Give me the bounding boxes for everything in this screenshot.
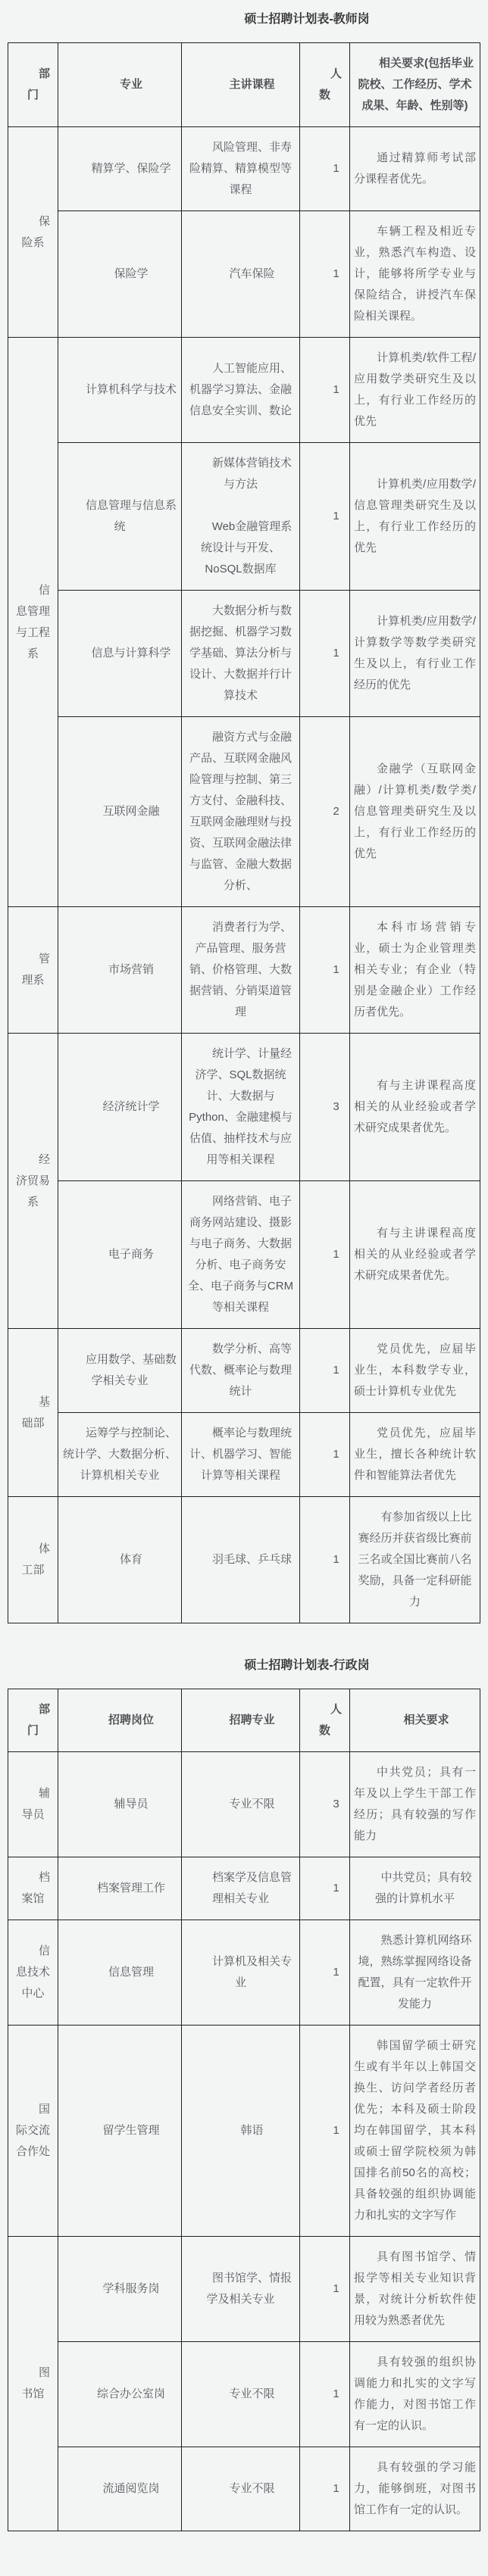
table-row (8, 127, 480, 211)
cell-text: 计算机类/应用数学/计算数学等数学类研究生及以上，有行业工作经历的优先 (354, 615, 476, 691)
cell-text: 本科市场营销专业，硕士为企业管理类相关专业；有企业（特别是金融企业）工作经历者优先。 (354, 921, 476, 1018)
table-row (8, 2342, 480, 2447)
cell-text: 3 (333, 1100, 339, 1113)
requirement-cell (350, 338, 480, 443)
table-row (8, 1497, 480, 1623)
header-count: 人数 (300, 1689, 350, 1752)
cell-text: 2 (333, 805, 339, 818)
count-cell (300, 127, 350, 211)
count-cell (300, 1857, 350, 1920)
department-cell (8, 1329, 58, 1497)
cell-text: 市场营销 (108, 963, 154, 976)
courses-cell (182, 338, 300, 443)
cell-text: 档案学及信息管理相关专业 (211, 1871, 292, 1905)
table-row (8, 591, 480, 717)
count-cell (300, 1034, 350, 1181)
major-cell (182, 1752, 300, 1857)
cell-text: 韩国留学硕士研究生或有半年以上韩国交换生、访问学者经历者优先；本科及硕士阶段均在韩国留学，其本科或硕士留学院校须为韩国排名前50名的高校；具备较强的组织协调能力和扎实的文字写作 (354, 2039, 476, 2222)
cell-text: 风险管理、非寿险精算、精算模型等课程 (189, 141, 292, 196)
major-cell (58, 1497, 182, 1623)
table-row (8, 2447, 480, 2531)
teacher-table (8, 42, 480, 1623)
cell-text: 概率论与数理统计、机器学习、智能计算等相关课程 (189, 1427, 292, 1482)
requirement-cell (350, 1857, 480, 1920)
table-row (8, 1413, 480, 1497)
cell-text: 1 (333, 1966, 339, 1979)
courses-cell (182, 1497, 300, 1623)
position-cell (58, 1752, 182, 1857)
requirement-cell (350, 1181, 480, 1329)
department-cell (8, 127, 58, 338)
major-cell (182, 2447, 300, 2531)
cell-text: 1 (333, 1882, 339, 1895)
position-cell (58, 2342, 182, 2447)
cell-text: 信息与计算科学 (91, 647, 171, 660)
table-row (8, 443, 480, 591)
cell-text: 数学分析、高等代数、概率论与数理统计 (189, 1343, 292, 1398)
cell-text: 运筹学与控制论、统计学、大数据分析、计算机相关专业 (62, 1427, 177, 1482)
requirement-cell (350, 1920, 480, 2026)
table-row (8, 1181, 480, 1329)
major-cell (182, 2237, 300, 2342)
count-cell (300, 2237, 350, 2342)
courses-cell (182, 1329, 300, 1413)
header-major: 招聘专业 (182, 1689, 300, 1752)
cell-text: 计算机及相关专业 (211, 1955, 292, 1989)
department-cell (8, 1857, 58, 1920)
requirement-cell (350, 1413, 480, 1497)
header-requirements: 相关要求 (350, 1689, 480, 1752)
cell-text: 国际交流合作处 (15, 2103, 50, 2158)
cell-text: 专业不限 (229, 2387, 275, 2400)
table-row (8, 1329, 480, 1413)
requirement-cell (350, 211, 480, 338)
cell-text: 新媒体营销技术与方法 (211, 457, 292, 491)
table-row (8, 907, 480, 1034)
cell-text: 1 (333, 1553, 339, 1566)
requirement-cell (350, 1329, 480, 1413)
department-cell (8, 2237, 58, 2531)
requirement-cell (350, 2342, 480, 2447)
major-cell (58, 591, 182, 717)
cell-text: 综合办公室岗 (96, 2387, 165, 2400)
cell-text: 1 (333, 2387, 339, 2400)
major-cell (58, 443, 182, 591)
admin-table-section (8, 1655, 488, 2531)
cell-text: 中共党员；具有一年及以上学生干部工作经历；具有较强的写作能力 (354, 1766, 476, 1842)
major-cell (58, 211, 182, 338)
cell-text: 体育 (119, 1553, 142, 1566)
major-cell (58, 1413, 182, 1497)
cell-text: 1 (333, 383, 339, 396)
department-cell (8, 338, 58, 907)
cell-text: 具有图书馆学、情报学等相关专业知识背景，对统计分析软件使用较为熟悉者优先 (354, 2250, 476, 2327)
cell-text: 保险系 (21, 214, 50, 249)
cell-text: 信息管理与工程系 (15, 583, 50, 660)
table-row (8, 1752, 480, 1857)
cell-text: 计算机类/应用数学/信息管理类研究生及以上，有行业工作经历的优先 (354, 478, 476, 554)
courses-cell (182, 1413, 300, 1497)
cell-text: 档案管理工作 (96, 1882, 165, 1895)
count-cell (300, 1413, 350, 1497)
courses-cell (182, 591, 300, 717)
major-cell (58, 338, 182, 443)
count-cell (300, 211, 350, 338)
major-cell (182, 2026, 300, 2237)
cell-text: 电子商务 (108, 1248, 154, 1261)
count-cell (300, 338, 350, 443)
cell-text: 金融学（互联网金融）/计算机类/数学类/信息管理类研究生及以上，有行业工作经历的优先 (354, 763, 476, 860)
header-major: 专业 (58, 43, 182, 127)
position-cell (58, 2237, 182, 2342)
cell-text: 有与主讲课程高度相关的从业经验或者学术研究成果者优先。 (354, 1227, 476, 1282)
teacher-header-row (8, 43, 480, 127)
cell-text: 韩语 (240, 2124, 264, 2137)
cell-text: 精算学、保险学 (91, 162, 171, 175)
requirement-cell (350, 127, 480, 211)
table-row (8, 2026, 480, 2237)
count-cell (300, 2342, 350, 2447)
count-cell (300, 1181, 350, 1329)
cell-text: 1 (333, 647, 339, 660)
cell-text: 3 (333, 1798, 339, 1810)
header-position: 招聘岗位 (58, 1689, 182, 1752)
cell-text: 党员优先，应届毕业生，本科数学专业，硕士计算机专业优先 (354, 1343, 476, 1398)
cell-text: 汽车保险 (229, 267, 275, 280)
admin-table (8, 1689, 480, 2531)
table-row (8, 1857, 480, 1920)
cell-text: 基础部 (21, 1395, 50, 1430)
table-row (8, 1920, 480, 2026)
cell-text: 信息管理 (108, 1966, 154, 1979)
cell-text: 留学生管理 (102, 2124, 160, 2137)
cell-text: 图书馆 (21, 2366, 50, 2400)
requirement-cell (350, 2447, 480, 2531)
major-cell (58, 717, 182, 907)
cell-text: 专业不限 (229, 1798, 275, 1810)
table-row (8, 2237, 480, 2342)
cell-text: 消费者行为学、产品管理、服务营销、价格管理、大数据营销、分销渠道管理 (189, 921, 292, 1018)
cell-text: 经济统计学 (102, 1100, 160, 1113)
cell-text: 信息管理与信息系统 (85, 499, 177, 533)
count-cell (300, 443, 350, 591)
department-cell (8, 2026, 58, 2237)
cell-text: 熟悉计算机网络环境，熟练掌握网络设备配置，具有一定软件开发能力 (358, 1934, 472, 2010)
major-cell (58, 1329, 182, 1413)
department-cell (8, 1497, 58, 1623)
teacher-table-section (8, 9, 488, 1623)
cell-text: 保险学 (114, 267, 149, 280)
cell-text: 羽毛球、乒乓球 (211, 1553, 292, 1566)
cell-text: 辅导员 (114, 1798, 149, 1810)
admin-header-row (8, 1689, 480, 1752)
cell-text: 图书馆学、情报学及相关专业 (206, 2272, 292, 2306)
count-cell (300, 717, 350, 907)
cell-text: 1 (333, 1364, 339, 1377)
requirement-cell (350, 591, 480, 717)
courses-cell (182, 907, 300, 1034)
cell-text: 党员优先，应届毕业生，擅长各种统计软件和智能算法者优先 (354, 1427, 476, 1482)
cell-text: 有参加省级以上比赛经历并获省级比赛前三名或全国比赛前八名奖励，具备一定科研能力 (358, 1511, 472, 1608)
requirement-cell (350, 2026, 480, 2237)
table-row (8, 211, 480, 338)
count-cell (300, 591, 350, 717)
cell-text: 1 (333, 1448, 339, 1461)
cell-text: 通过精算师考试部分课程者优先。 (354, 151, 476, 186)
teacher-table-title: 硕士招聘计划表-教师岗 (244, 13, 370, 26)
cell-text: 网络营销、电子商务网站建设、摄影与电子商务、大数据分析、电子商务安全、电子商务与CRM等相关课程 (187, 1195, 294, 1314)
count-cell (300, 1752, 350, 1857)
count-cell (300, 1920, 350, 2026)
requirement-cell (350, 907, 480, 1034)
cell-text: 1 (333, 963, 339, 976)
department-cell (8, 1034, 58, 1329)
header-requirements: 相关要求(包括毕业院校、工作经历、学术成果、年龄、性别等) (350, 43, 480, 127)
cell-text: 管理系 (21, 953, 50, 987)
admin-table-title: 硕士招聘计划表-行政岗 (244, 1659, 370, 1672)
major-cell (58, 1034, 182, 1181)
cell-text: 流通阅览岗 (102, 2482, 160, 2495)
table-row (8, 338, 480, 443)
major-cell (182, 1920, 300, 2026)
cell-text: 1 (333, 2482, 339, 2495)
major-cell (58, 907, 182, 1034)
courses-cell (182, 211, 300, 338)
cell-text: 信息技术中心 (15, 1944, 50, 2000)
requirement-cell (350, 2237, 480, 2342)
position-cell (58, 2026, 182, 2237)
cell-text: 1 (333, 267, 339, 280)
courses-cell (182, 1034, 300, 1181)
cell-text: 应用数学、基础数学相关专业 (85, 1353, 177, 1387)
cell-text: 大数据分析与数据挖掘、机器学习数学基础、算法分析与设计、大数据并行计算技术 (189, 604, 292, 702)
cell-text: 统计学、计量经济学、SQL数据统计、大数据与Python、金融建模与估值、抽样技术与应用等相关课程 (189, 1047, 292, 1166)
major-cell (182, 1857, 300, 1920)
cell-text: 专业不限 (229, 2482, 275, 2495)
cell-text: 车辆工程及相近专业，熟悉汽车构造、设计，能够将所学专业与保险结合，讲授汽车保险相关课程。 (354, 225, 476, 323)
cell-text: 具有较强的组织协调能力和扎实的文字写作能力，对图书馆工作有一定的认识。 (354, 2356, 476, 2432)
department-cell (8, 907, 58, 1034)
cell-text: 计算机类/软件工程/应用数学类研究生及以上，有行业工作经历的优先 (354, 351, 476, 428)
count-cell (300, 2447, 350, 2531)
department-cell (8, 1752, 58, 1857)
count-cell (300, 2026, 350, 2237)
cell-text: 档案馆 (21, 1871, 50, 1905)
cell-text: 1 (333, 162, 339, 175)
major-cell (58, 1181, 182, 1329)
position-cell (58, 1857, 182, 1920)
cell-text: 计算机科学与技术 (85, 383, 177, 396)
count-cell (300, 1497, 350, 1623)
cell-text: 经济贸易系 (15, 1152, 50, 1208)
courses-cell (182, 717, 300, 907)
requirement-cell (350, 1752, 480, 1857)
header-count: 人数 (300, 43, 350, 127)
cell-text: 1 (333, 2124, 339, 2137)
count-cell (300, 1329, 350, 1413)
header-courses: 主讲课程 (182, 43, 300, 127)
position-cell (58, 2447, 182, 2531)
courses-cell (182, 127, 300, 211)
major-cell (182, 2342, 300, 2447)
cell-text: 具有较强的学习能力，能够倒班，对图书馆工作有一定的认识。 (354, 2461, 476, 2516)
cell-text: 辅导员 (21, 1787, 50, 1821)
header-department: 部门 (8, 43, 58, 127)
cell-text: 有与主讲课程高度相关的从业经验或者学术研究成果者优先。 (354, 1079, 476, 1134)
major-cell (58, 127, 182, 211)
cell-text: 1 (333, 510, 339, 522)
courses-cell (182, 443, 300, 591)
requirement-cell (350, 1034, 480, 1181)
header-department: 部门 (8, 1689, 58, 1752)
cell-text: 中共党员；具有较强的计算机水平 (374, 1871, 472, 1905)
cell-text: 1 (333, 1248, 339, 1261)
position-cell (58, 1920, 182, 2026)
cell-text: 互联网金融 (102, 805, 160, 818)
cell-text: 学科服务岗 (102, 2282, 160, 2295)
cell-text: 体工部 (21, 1542, 50, 1576)
requirement-cell (350, 717, 480, 907)
count-cell (300, 907, 350, 1034)
requirement-cell (350, 443, 480, 591)
requirement-cell (350, 1497, 480, 1623)
table-row (8, 1034, 480, 1181)
cell-text: Web金融管理系统设计与开发、NoSQL数据库 (200, 520, 292, 575)
department-cell (8, 1920, 58, 2026)
table-row (8, 717, 480, 907)
courses-cell (182, 1181, 300, 1329)
cell-text: 人工智能应用、机器学习算法、金融信息安全实训、数论 (189, 362, 292, 417)
cell-text: 1 (333, 2282, 339, 2295)
cell-text: 融资方式与金融产品、互联网金融风险管理与控制、第三方支付、金融科技、互联网金融理财与投资、互联网金融法律与监管、金融大数据分析、 (189, 731, 292, 892)
